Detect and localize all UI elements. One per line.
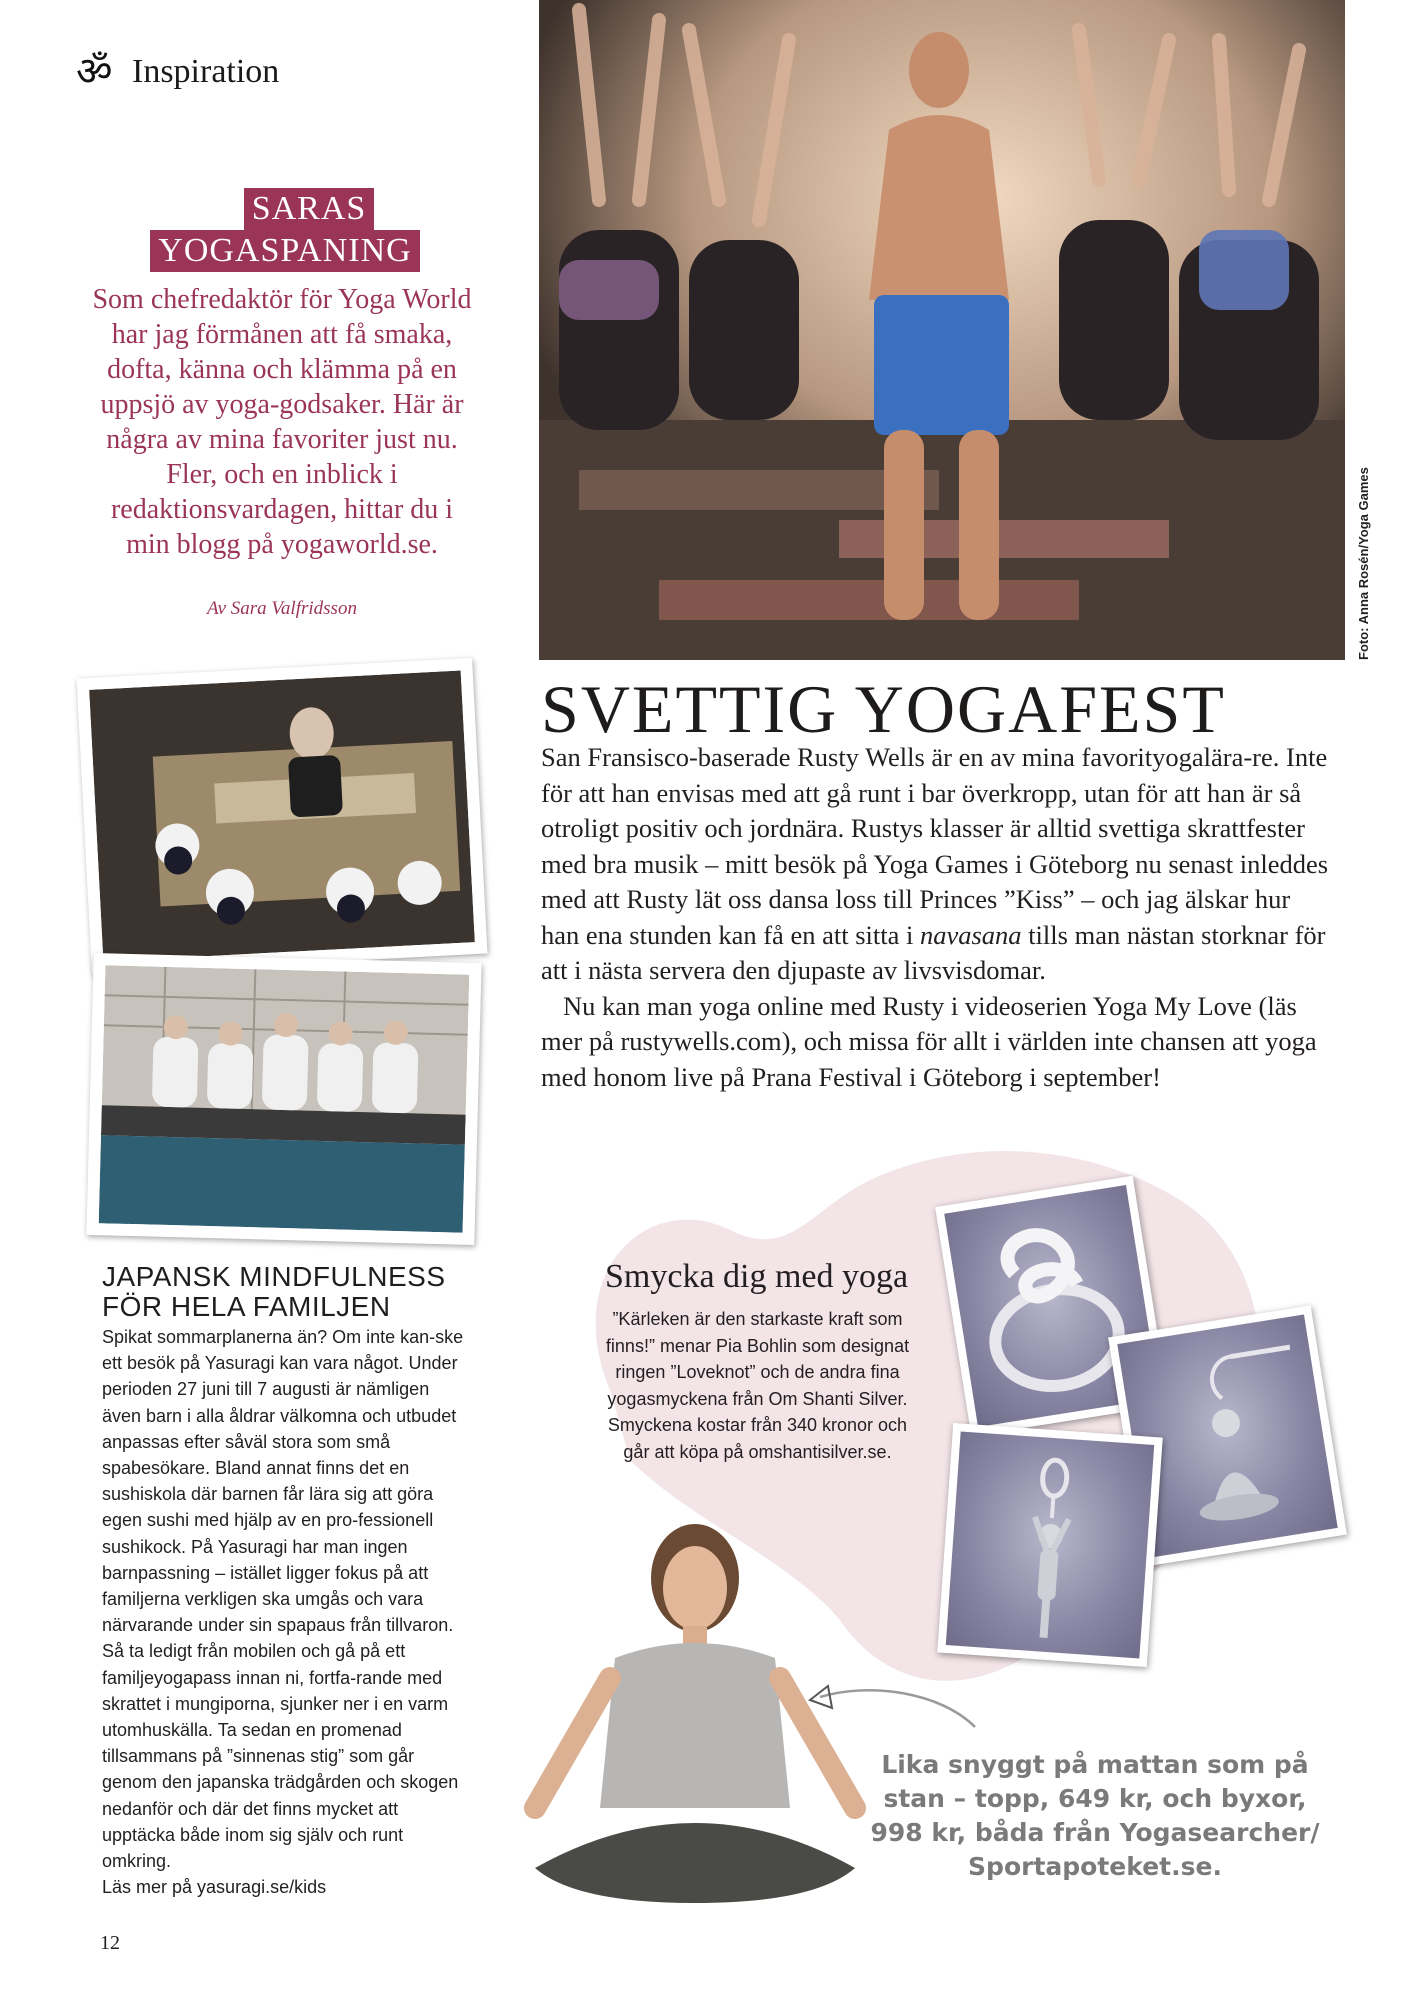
kids-pool-illustration xyxy=(99,965,470,1232)
hero-photo xyxy=(539,0,1345,660)
section-header xyxy=(76,50,279,94)
article-body xyxy=(541,740,1331,1095)
article-paragraph-2: Nu kan man yoga online med Rusty i videoserien Yoga My Love (läs mer på rustywells.com), och missa för allt i världen inte chansen att yoga med honom live på Prana Festival i Göteborg i september! xyxy=(541,990,1317,1092)
intro-text: Som chefredaktör för Yoga World har jag förmånen att få smaka, dofta, känna och klämma på en uppsjö av yoga-godsaker. Här är några av mina favoriter just nu. Fler, och en inblick i redaktionsvardagen, hittar du i min blogg på yogaworld.se. xyxy=(92,284,472,560)
italic-term: navasana xyxy=(919,919,1022,950)
arrow-icon xyxy=(800,1672,980,1732)
family-spa-link: Läs mer på yasuragi.se/kids xyxy=(102,1877,327,1898)
section-label: Inspiration xyxy=(132,53,280,90)
jewelry-text: ”Kärleken är den starkaste kraft som finns!” menar Pia Bohlin som designat ringen ”Loveknot” och de andra fina yogasmyckena från Om Shanti Silver. Smyckena kostar från 340 kronor och går att köpa på omshantisilver.se. xyxy=(605,1309,910,1462)
charm-photo xyxy=(937,1423,1163,1667)
kids-pool-photo xyxy=(86,953,481,1245)
page-number: 12 xyxy=(100,1932,120,1954)
om-icon: ॐ xyxy=(76,49,113,95)
jewelry-title: Smycka dig med yoga xyxy=(605,1258,909,1295)
sushi-school-illustration xyxy=(89,670,475,961)
article-paragraph-1: San Fransisco-baserade Rusty Wells är en av mina favorityogalära-re. Inte för att han envisas med att gå runt i bar överkropp, utan för att han är så otroligt positiv och jordnära. Rustys klasser är alltid svettiga skrattfester med bra musik – mitt besök på Yoga Games i Göteborg nu senast inleddes med att Rusty lät oss dansa loss till Princes ”Kiss” – och jag älskar hur han ena stunden kan få en att sitta i navasana tills man nästan storknar för att i nästa servera den djupaste av livsvisdomar. xyxy=(541,742,1329,985)
family-spa-title: JAPANSK MINDFULNESS FÖR HELA FAMILJEN xyxy=(102,1261,446,1322)
yoga-class-illustration xyxy=(539,0,1345,660)
column-title xyxy=(150,188,420,272)
column-title-line-1: SARAS xyxy=(244,188,375,230)
family-spa-body: Spikat sommarplanerna än? Om inte kan-ske ett besök på Yasuragi kan vara något. Under perioden 27 juni till 7 augusti är nämligen även barn i alla åldrar välkomna och utbudet anpassas efter såväl stora som små spabesökare. Bland annat finns det en sushiskola där barnen får lära sig att göra egen sushi med hjälp av en pro-fessionell sushikock. På Yasuragi har man ingen barnpassning – istället ligger fokus på att familjerna verkligen ska umgås och vara närvarande under sin spapaus från tillvaron. Så ta ledigt från mobilen och gå på ett familjeyogapass innan ni, fortfa-rande med skrattet i mungiporna, sjunker ner i en varm utomhuskälla. Ta sedan en promenad tillsammans på ”sinnenas stig” som går genom den japanska trädgården och skogen nedanför och där det finns mycket att upptäcka både inom sig själv och runt omkring. Läs mer på yasuragi.se/kids xyxy=(102,1324,467,1900)
photo-credit: Foto: Anna Rosén/Yoga Games xyxy=(1356,467,1371,660)
sushi-school-photo xyxy=(77,658,488,974)
article-title: SVETTIG YOGAFEST xyxy=(541,671,1226,747)
outfit-caption: Lika snyggt på mattan som på stan – topp, 649 kr, och byxor, 998 kr, båda från Yogasearcher/ Sportapoteket.se. xyxy=(870,1750,1320,1881)
byline: Av Sara Valfridsson xyxy=(207,598,357,619)
column-title-line-2: YOGASPANING xyxy=(150,230,419,272)
tree-pose-charm-icon xyxy=(946,1431,1154,1658)
